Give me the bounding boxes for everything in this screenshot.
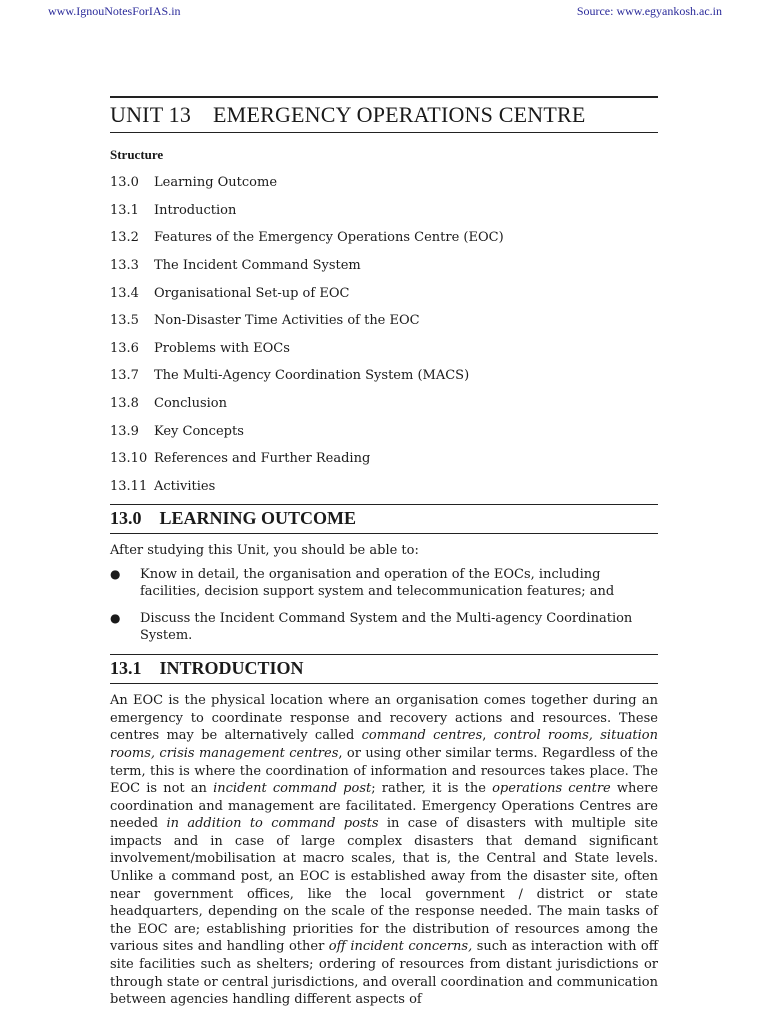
section-number: 13.1: [110, 658, 142, 679]
structure-item: [110, 169, 658, 197]
italic-term: control rooms, situation rooms, crisis management centres: [110, 728, 658, 761]
bullet-icon: ●: [110, 567, 121, 582]
learning-outcome-bullets: [110, 566, 658, 644]
structure-item-title: Problems with EOCs: [154, 340, 290, 356]
bullet-item: [110, 610, 658, 644]
section-title: INTRODUCTION: [159, 658, 304, 679]
section-heading-learning-outcome: [110, 504, 658, 534]
structure-item-number: 13.5: [110, 313, 139, 329]
italic-term: command centres: [361, 728, 483, 744]
structure-item: [110, 473, 658, 501]
structure-item-number: 13.6: [110, 340, 139, 356]
header-left-link[interactable]: www.IgnouNotesForIAS.in: [48, 4, 181, 18]
structure-item-title: Organisational Set-up of EOC: [154, 285, 350, 301]
italic-term: incident command post: [213, 781, 372, 797]
structure-item-title: Features of the Emergency Operations Centre (EOC): [154, 230, 504, 246]
structure-item-title: The Incident Command System: [154, 258, 361, 274]
structure-item: [110, 445, 658, 473]
structure-item: [110, 362, 658, 390]
structure-item-title: The Multi-Agency Coordination System (MACS): [154, 368, 470, 384]
text-run: such as interaction with off site facilities such as shelters; ordering of resources from distant jurisdictions or through state or central jurisdictions, and overall coordination and communication between agencies handling different aspects of: [110, 939, 658, 1008]
text-run: An EOC is the physical location where an organisation comes together during an emergency to coordinate response and recovery actions and resources. These centres may be alternatively called: [110, 693, 658, 744]
structure-item-title: Introduction: [154, 202, 237, 218]
structure-item: [110, 390, 658, 418]
bullet-text: Discuss the Incident Command System and the Multi-agency Coordination System.: [140, 611, 633, 644]
text-run: ; rather, it is the: [371, 781, 493, 797]
structure-item: [110, 335, 658, 363]
structure-item-title: Activities: [154, 478, 216, 494]
structure-item-title: Non-Disaster Time Activities of the EOC: [154, 313, 420, 329]
unit-number: UNIT 13: [110, 102, 192, 127]
italic-term: off incident concerns,: [328, 939, 473, 955]
learning-outcome-intro: After studying this Unit, you should be able to:: [110, 543, 419, 559]
section-number: 13.0: [110, 508, 142, 529]
structure-item-number: 13.4: [110, 285, 139, 301]
text-run: , or using other similar terms. Regardless of the term, this is where the coordination of information and resources takes place. The EOC is not an: [110, 745, 658, 797]
structure-item-number: 13.11: [110, 478, 148, 494]
structure-item-number: 13.3: [110, 258, 139, 274]
text-run: where coordination and management are facilitated. Emergency Operations Centres are needed: [110, 781, 659, 832]
section-heading-introduction: [110, 654, 658, 684]
page-header: [48, 4, 722, 19]
structure-item-title: Learning Outcome: [154, 175, 278, 191]
text-run: in case of disasters with multiple site impacts and in case of large complex disasters that demand significant involvement/mobilisation at macro scales, that is, the Central and State levels. Unlike a command post, an EOC is established away from the disaster site, often near government offices, like the local government / district or state headquarters, depending on the scale of the response needed. The main tasks of the EOC are; establishing priorities for the distribution of resources among the various sites and handling other: [110, 816, 658, 955]
structure-item-title: Conclusion: [154, 396, 227, 412]
structure-item-title: References and Further Reading: [154, 451, 371, 467]
unit-title: [110, 96, 658, 133]
structure-item: [110, 197, 658, 225]
section-title: LEARNING OUTCOME: [159, 508, 357, 529]
header-right-link[interactable]: Source: www.egyankosh.ac.in: [576, 4, 722, 18]
structure-item-number: 13.9: [110, 423, 139, 439]
structure-item: [110, 417, 658, 445]
structure-list: [110, 169, 658, 500]
introduction-paragraph: [110, 692, 658, 1009]
structure-item: [110, 307, 658, 335]
structure-item-number: 13.2: [110, 230, 139, 246]
structure-item-number: 13.8: [110, 396, 139, 412]
italic-term: in addition to command posts: [166, 816, 379, 832]
structure-item-title: Key Concepts: [154, 423, 244, 439]
structure-item: [110, 224, 658, 252]
structure-item: [110, 279, 658, 307]
structure-item-number: 13.7: [110, 368, 139, 384]
structure-item-number: 13.1: [110, 202, 139, 218]
structure-item-number: 13.10: [110, 451, 148, 467]
structure-item-number: 13.0: [110, 175, 139, 191]
document-page: [110, 96, 658, 1022]
structure-item: [110, 252, 658, 280]
bullet-item: [110, 566, 658, 600]
bullet-text: Know in detail, the organisation and operation of the EOCs, including facilities, decision support system and telecommunication features; and: [140, 567, 615, 600]
unit-heading: EMERGENCY OPERATIONS CENTRE: [213, 102, 586, 127]
bullet-icon: ●: [110, 611, 121, 626]
structure-label: Structure: [110, 147, 164, 162]
text-run: ,: [482, 728, 494, 744]
italic-term: operations centre: [492, 781, 611, 797]
